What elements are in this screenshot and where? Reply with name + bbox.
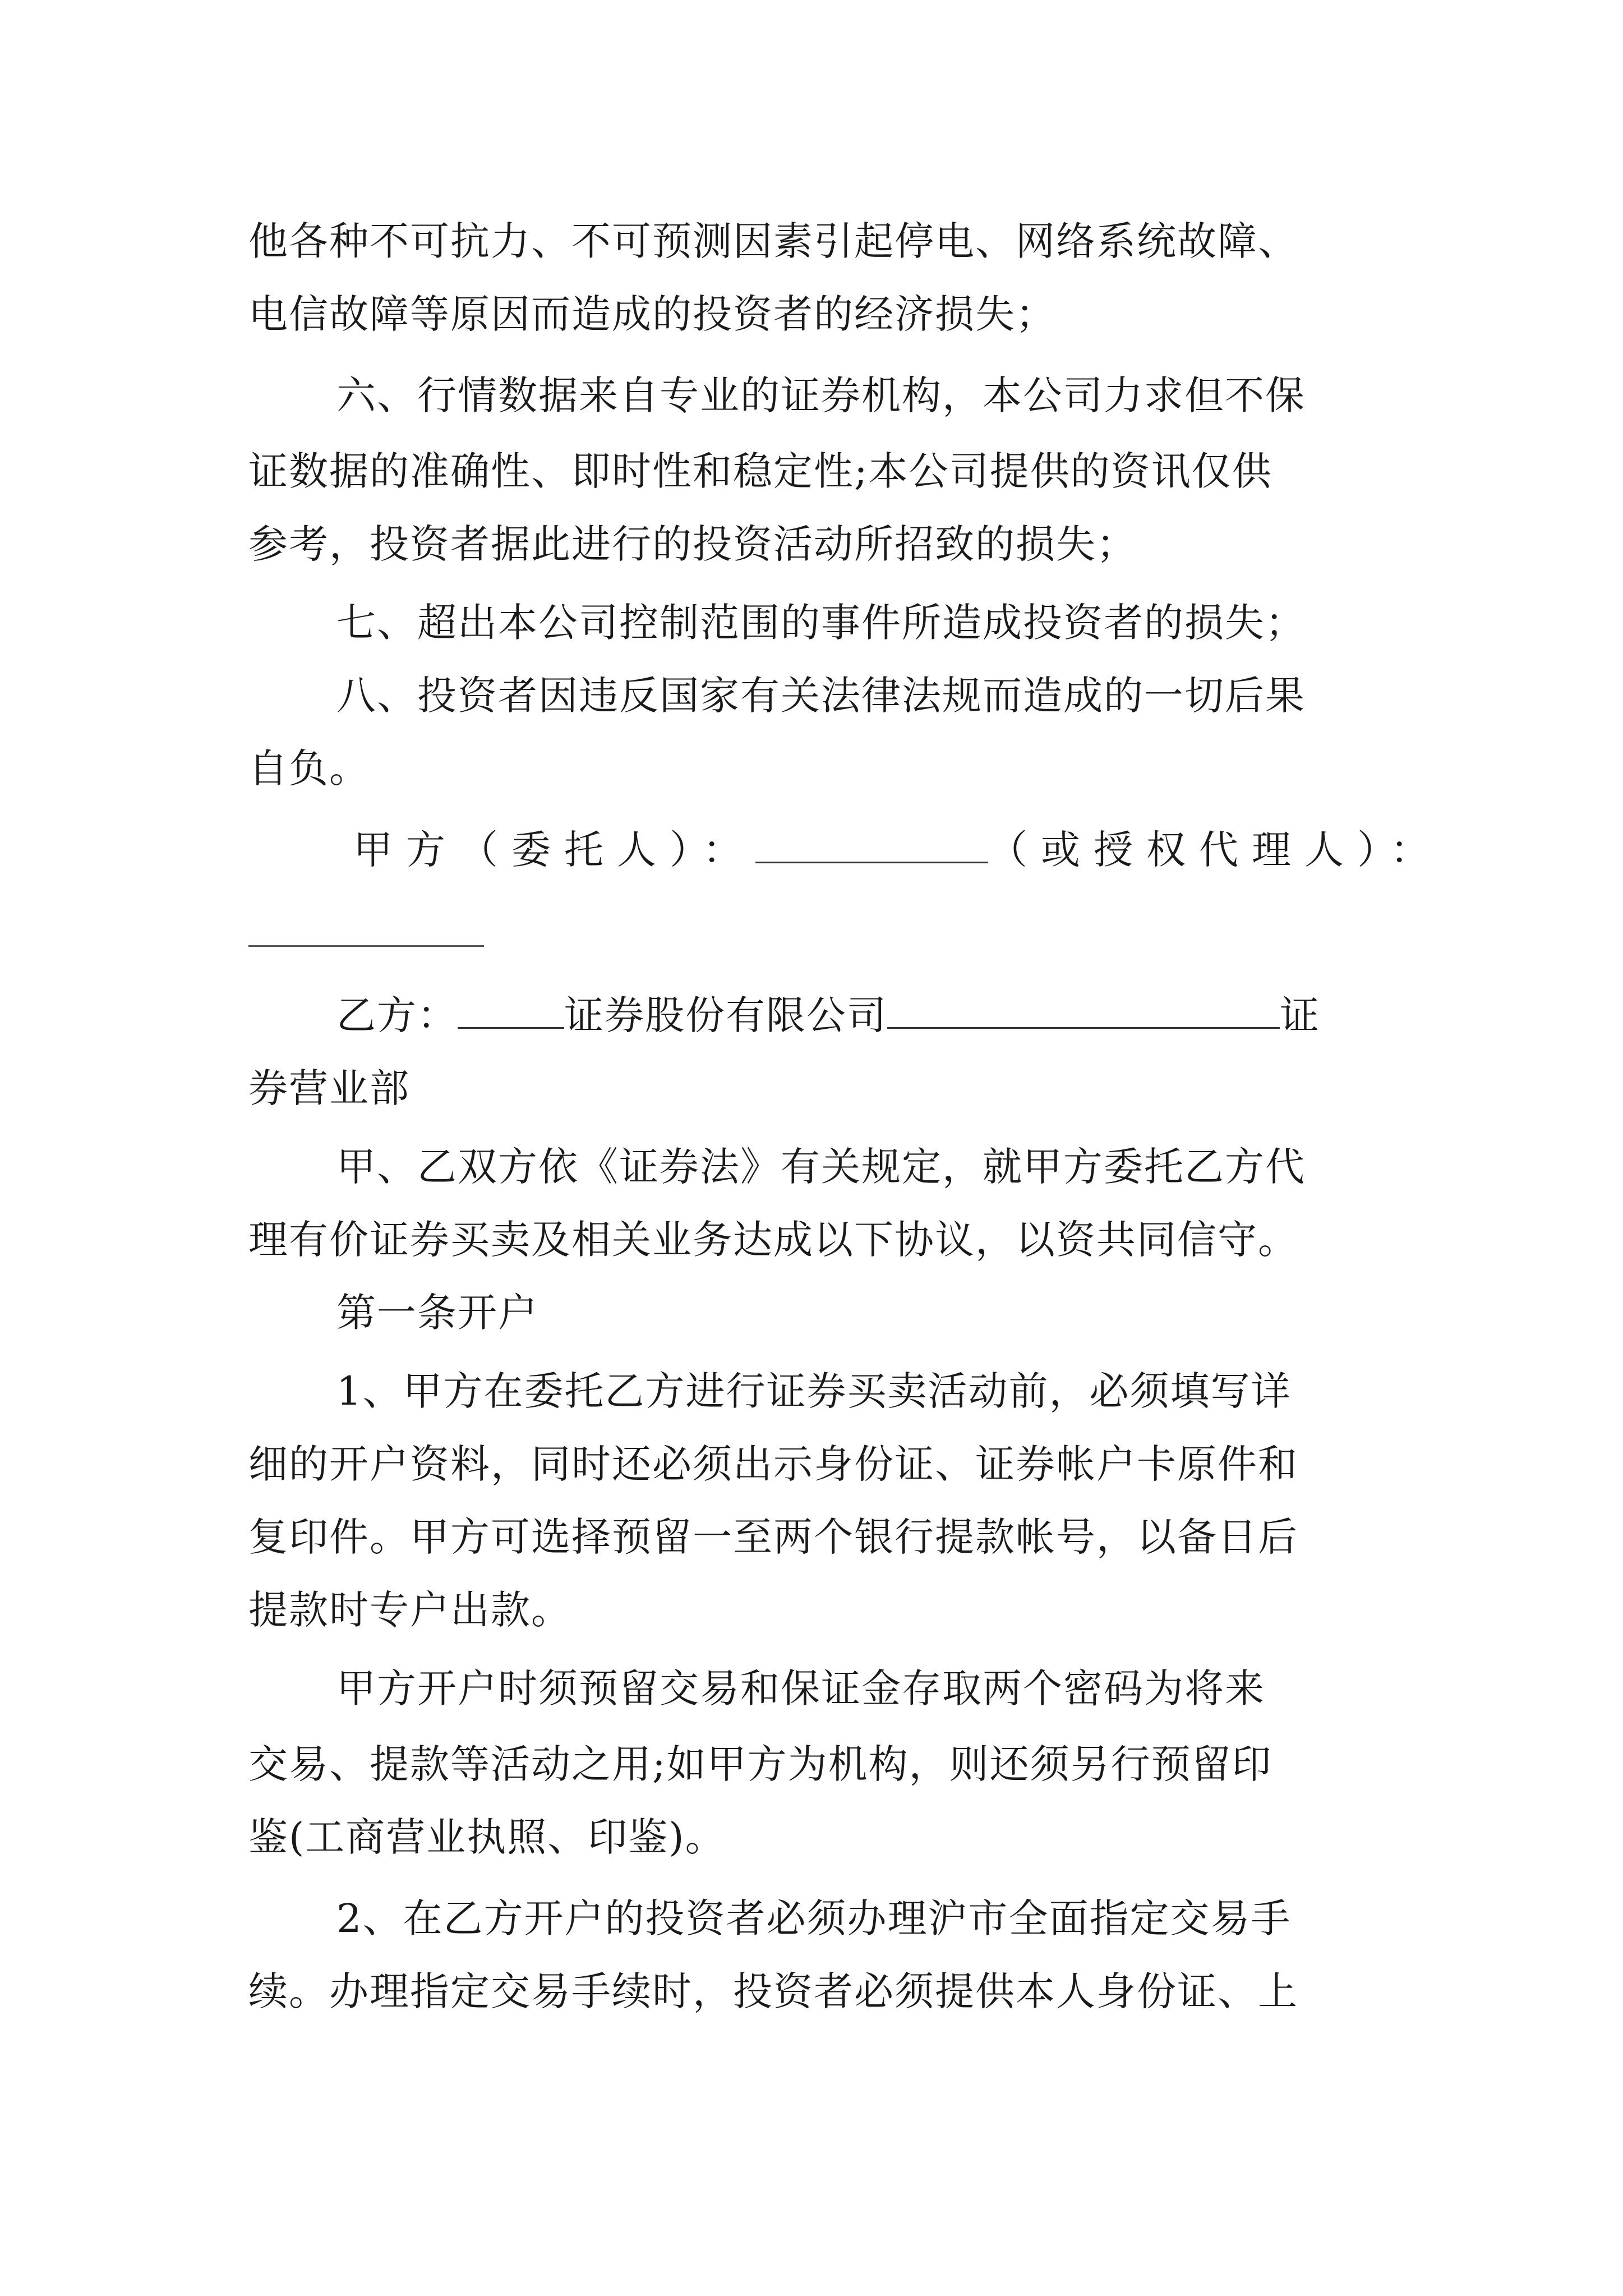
paragraph-line: 甲方开户时须预留交易和保证金存取两个密码为将来	[336, 1665, 1265, 1711]
paragraph-line: 券营业部	[248, 1065, 410, 1111]
party-a-signature-blank	[755, 822, 988, 863]
paragraph-line: 理有价证券买卖及相关业务达成以下协议，以资共同信守。	[248, 1217, 1298, 1263]
paragraph-line: 自负。	[248, 746, 370, 792]
paragraph-line: 八、投资者因违反国家有关法律法规而造成的一切后果	[336, 673, 1306, 719]
paragraph-line: 七、超出本公司控制范围的事件所造成投资者的损失；	[336, 600, 1306, 646]
paragraph-line: 甲、乙双方依《证券法》有关规定，就甲方委托乙方代	[336, 1144, 1306, 1190]
paragraph-line: 电信故障等原因而造成的投资者的经济损失；	[248, 291, 1056, 337]
party-a-agent-blank	[248, 945, 484, 947]
party-b-label: 乙方：	[336, 992, 458, 1038]
party-b-line	[336, 987, 1320, 1043]
party-b-name-blank	[458, 988, 564, 1029]
party-a-line	[353, 822, 1443, 878]
party-b-branch-blank	[887, 988, 1280, 1029]
paragraph-line: 复印件。甲方可选择预留一至两个银行提款帐号，以备日后	[248, 1514, 1298, 1560]
paragraph-line: 鉴(工商营业执照、印鉴)。	[248, 1814, 726, 1860]
article-title: 第一条开户	[336, 1290, 538, 1336]
paragraph-line: 细的开户资料，同时还必须出示身份证、证券帐户卡原件和	[248, 1441, 1298, 1487]
paragraph-line: 交易、提款等活动之用;如甲方为机构，则还须另行预留印	[248, 1741, 1272, 1787]
party-b-company: 证券股份有限公司	[564, 992, 887, 1038]
paragraph-line: 参考，投资者据此进行的投资活动所招致的损失；	[248, 521, 1137, 567]
paragraph-line: 证数据的准确性、即时性和稳定性;本公司提供的资讯仅供	[248, 448, 1272, 494]
party-b-suffix: 证	[1280, 992, 1320, 1038]
paragraph-line: 2、在乙方开户的投资者必须办理沪市全面指定交易手	[336, 1895, 1292, 1941]
paragraph-line: 六、行情数据来自专业的证券机构，本公司力求但不保	[336, 372, 1306, 418]
party-a-agent-label: （或授权代理人）：	[988, 827, 1443, 873]
paragraph-line: 他各种不可抗力、不可预测因素引起停电、网络系统故障、	[248, 218, 1298, 264]
paragraph-line: 提款时专户出款。	[248, 1587, 571, 1633]
paragraph-line: 1、甲方在委托乙方进行证券买卖活动前，必须填写详	[336, 1368, 1292, 1414]
party-a-label: 甲方（委托人）：	[353, 827, 755, 873]
paragraph-line: 续。办理指定交易手续时，投资者必须提供本人身份证、上	[248, 1968, 1298, 2014]
